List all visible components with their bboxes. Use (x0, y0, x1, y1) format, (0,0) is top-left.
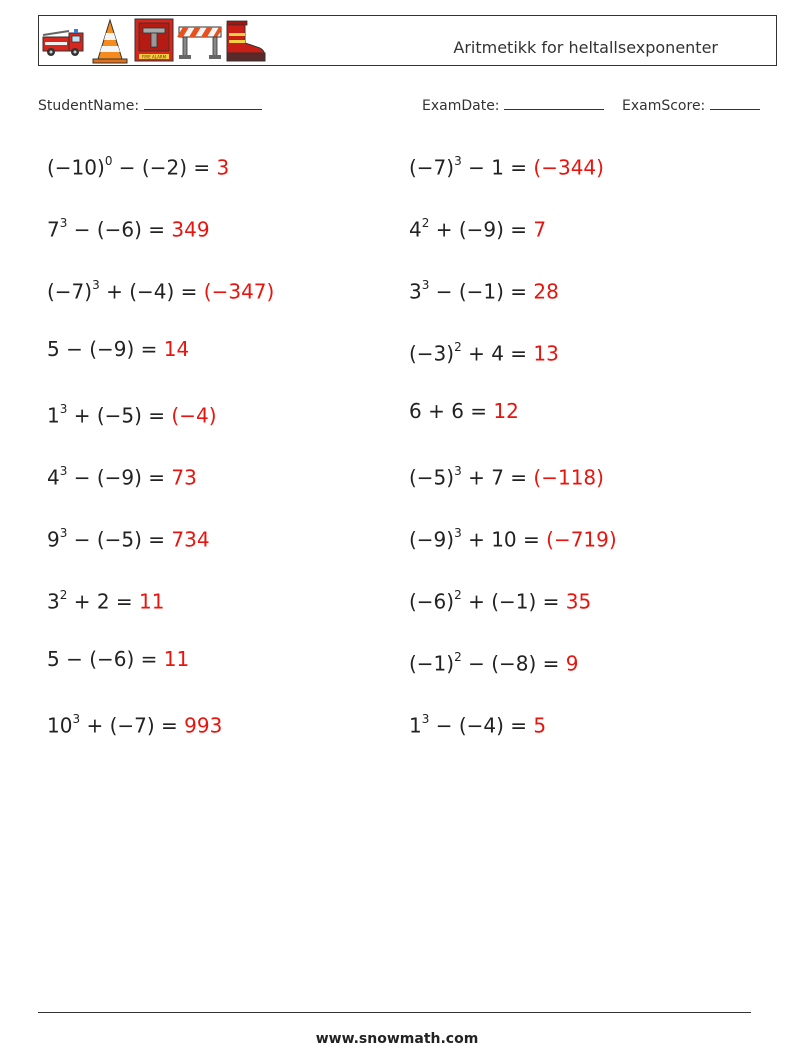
fire-truck-icon (41, 17, 87, 63)
problem-base: 1 (47, 403, 60, 428)
problem-expression: + (−9) = (429, 217, 534, 242)
problem-expression: − (−9) = (67, 465, 172, 490)
problem-left-2 (47, 213, 210, 242)
student-name-line[interactable] (144, 94, 262, 110)
problem-exponent: 3 (59, 526, 68, 540)
problem-exponent: 2 (59, 588, 68, 602)
problem-expression: + 2 = (67, 589, 140, 614)
problem-base: (−7) (409, 155, 455, 180)
exam-date-label: ExamDate: (422, 98, 500, 114)
problem-base: 5 − (−6) = (47, 647, 164, 671)
exam-score-field (622, 94, 760, 114)
fire-alarm-icon (134, 17, 174, 63)
problem-right-7 (409, 523, 617, 552)
problem-answer: (−347) (203, 279, 275, 304)
problem-expression: − (−8) = (461, 651, 566, 676)
problem-expression: − (−5) = (67, 527, 172, 552)
problem-answer: 73 (171, 465, 197, 490)
exam-score-label: ExamScore: (622, 98, 706, 114)
problem-answer: (−4) (171, 403, 217, 428)
header-box (38, 15, 777, 66)
problem-base: (−3) (409, 341, 455, 366)
problem-answer: (−719) (546, 527, 617, 552)
problem-exponent: 2 (454, 588, 462, 602)
problem-answer: 5 (533, 713, 547, 738)
problem-base: 3 (47, 589, 60, 614)
problem-left-10 (47, 709, 222, 738)
problem-right-5 (409, 399, 519, 423)
problem-base: 3 (409, 279, 422, 304)
problem-exponent: 2 (454, 340, 462, 354)
problem-answer: 35 (565, 589, 592, 614)
problem-right-3 (409, 275, 559, 304)
problem-right-2 (409, 213, 546, 242)
problem-exponent: 3 (454, 154, 462, 168)
problem-expression: − (−4) = (429, 713, 534, 738)
problem-right-1 (409, 151, 604, 180)
problem-answer: 3 (216, 155, 230, 180)
problem-base: (−7) (47, 279, 93, 304)
problem-answer: 7 (533, 217, 547, 242)
problem-expression: + 7 = (461, 465, 534, 490)
traffic-cone-icon (89, 17, 131, 65)
problem-exponent: 3 (454, 526, 462, 540)
problem-right-4 (409, 337, 559, 366)
problem-answer: 13 (533, 341, 559, 366)
problem-left-7 (47, 523, 210, 552)
fire-boot-icon (223, 17, 269, 63)
problem-base: (−10) (47, 155, 105, 180)
problem-answer: 12 (493, 399, 519, 423)
problem-left-6 (47, 461, 197, 490)
problem-left-4 (47, 337, 189, 361)
problem-right-9 (409, 647, 579, 676)
problem-expression: − (−2) = (112, 155, 217, 180)
problem-base: 10 (47, 713, 73, 738)
problem-answer: (−118) (533, 465, 604, 490)
problem-left-9 (47, 647, 189, 671)
problem-base: 4 (47, 465, 60, 490)
problem-exponent: 3 (59, 464, 68, 478)
problem-expression: + 10 = (461, 527, 547, 552)
problem-base: 5 − (−9) = (47, 337, 164, 361)
problem-answer: (−344) (533, 155, 604, 180)
problem-right-10 (409, 709, 546, 738)
problem-exponent: 3 (454, 464, 462, 478)
problem-base: 6 + 6 = (409, 399, 494, 423)
problem-expression: + (−1) = (461, 589, 566, 614)
problem-exponent: 3 (421, 278, 430, 292)
problem-answer: 14 (163, 337, 190, 361)
problem-expression: + 4 = (461, 341, 534, 366)
problem-base: (−6) (409, 589, 455, 614)
problem-exponent: 3 (72, 712, 81, 726)
problem-right-8 (409, 585, 591, 614)
problem-base: 7 (47, 217, 60, 242)
footer-divider (38, 1012, 751, 1013)
problem-base: 1 (409, 713, 422, 738)
problem-exponent: 2 (454, 650, 462, 664)
fire-alarm-label: FIRE ALARM (141, 54, 167, 60)
problem-answer: 9 (565, 651, 579, 676)
problem-expression: − (−1) = (429, 279, 534, 304)
problem-exponent: 2 (421, 216, 430, 230)
problem-base: 4 (409, 217, 422, 242)
problem-exponent: 3 (92, 278, 100, 292)
problem-expression: − 1 = (461, 155, 534, 180)
problem-left-3 (47, 275, 274, 304)
problem-answer: 28 (533, 279, 559, 304)
footer-site: www.snowmath.com (315, 1031, 479, 1047)
problem-answer: 11 (163, 647, 190, 671)
problem-exponent: 0 (104, 154, 113, 168)
problem-expression: + (−7) = (80, 713, 185, 738)
road-barrier-icon (177, 17, 223, 63)
problem-left-8 (47, 585, 165, 614)
problem-base: 9 (47, 527, 60, 552)
problem-answer: 11 (139, 589, 165, 614)
problem-answer: 349 (171, 217, 210, 242)
problem-exponent: 3 (59, 402, 68, 416)
exam-date-line[interactable] (504, 94, 604, 110)
problem-base: (−9) (409, 527, 455, 552)
problem-left-1 (47, 151, 229, 180)
worksheet-title: Aritmetikk for heltallsexponenter (453, 38, 718, 57)
student-name-field (38, 94, 262, 114)
student-name-label: StudentName: (38, 98, 140, 114)
problem-expression: + (−4) = (99, 279, 204, 304)
problem-base: (−1) (409, 651, 455, 676)
problem-base: (−5) (409, 465, 455, 490)
problem-left-5 (47, 399, 217, 428)
problem-expression: + (−5) = (67, 403, 172, 428)
problem-answer: 993 (184, 713, 223, 738)
problem-right-6 (409, 461, 604, 490)
problem-exponent: 3 (421, 712, 430, 726)
problem-expression: − (−6) = (67, 217, 172, 242)
exam-score-line[interactable] (710, 94, 760, 110)
problem-answer: 734 (171, 527, 210, 552)
problem-exponent: 3 (59, 216, 68, 230)
exam-date-field (422, 94, 604, 114)
